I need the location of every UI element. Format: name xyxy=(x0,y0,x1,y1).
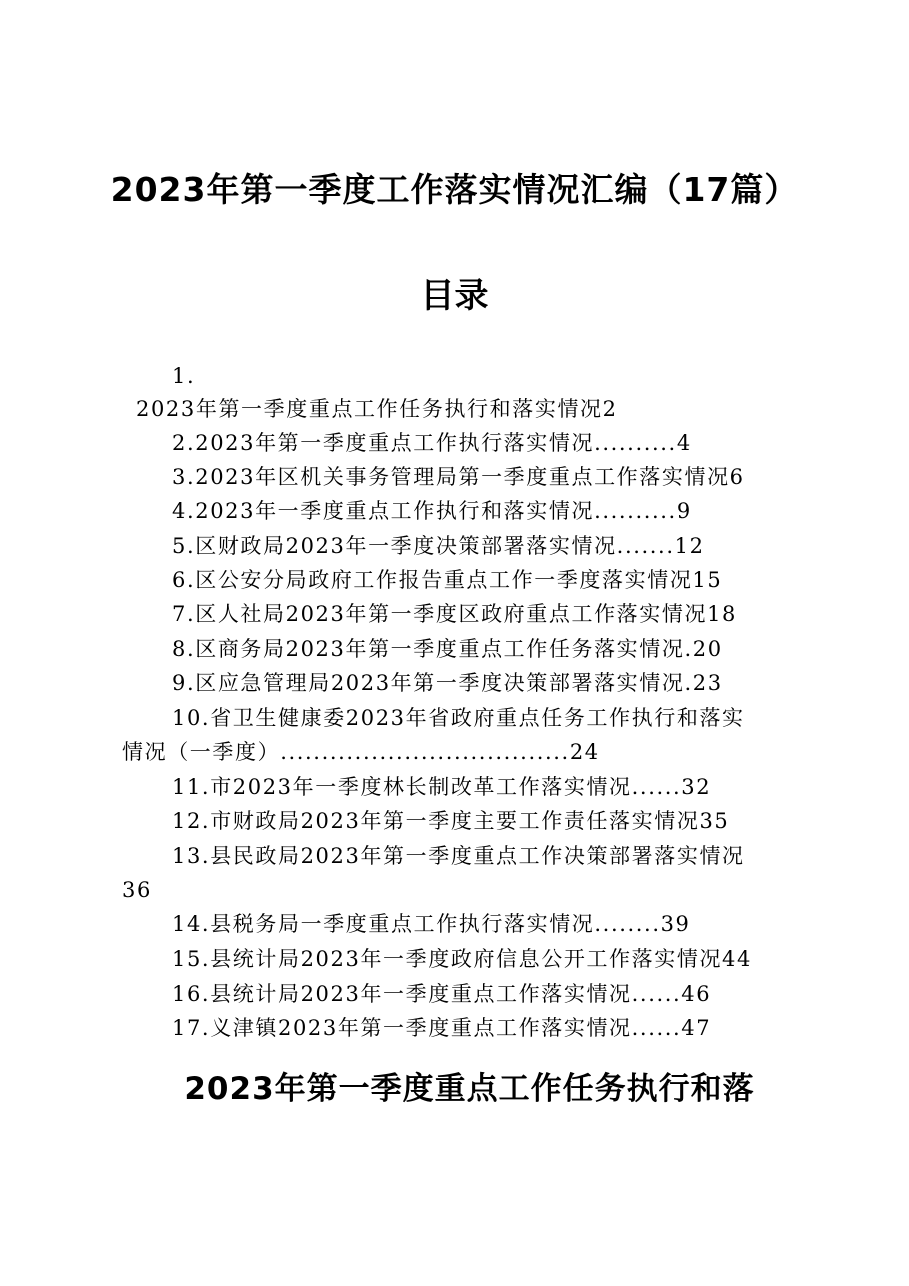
toc-entry-8[interactable]: 8.区商务局2023年第一季度重点工作任务落实情况.20 xyxy=(172,637,723,661)
toc-entry-10-continued[interactable]: 情况（一季度）...................................24 xyxy=(122,740,600,764)
toc-entry-16[interactable]: 16.县统计局2023年一季度重点工作落实情况......46 xyxy=(172,982,712,1006)
toc-entry-1-number[interactable]: 1. xyxy=(172,364,196,388)
toc-entry-4[interactable]: 4.2023年一季度重点工作执行和落实情况..........9 xyxy=(172,499,692,523)
toc-entry-2[interactable]: 2.2023年第一季度重点工作执行落实情况..........4 xyxy=(172,431,692,455)
toc-entry-3[interactable]: 3.2023年区机关事务管理局第一季度重点工作落实情况6 xyxy=(172,465,745,489)
toc-entry-7[interactable]: 7.区人社局2023年第一季度区政府重点工作落实情况18 xyxy=(172,602,737,626)
document-title: 2023年第一季度工作落实情况汇编（17篇） xyxy=(110,170,799,209)
toc-entry-6[interactable]: 6.区公安分局政府工作报告重点工作一季度落实情况15 xyxy=(172,568,723,592)
toc-entry-13[interactable]: 13.县民政局2023年第一季度重点工作决策部署落实情况 xyxy=(172,844,745,868)
toc-entry-9[interactable]: 9.区应急管理局2023年第一季度决策部署落实情况.23 xyxy=(172,671,723,695)
toc-entry-5[interactable]: 5.区财政局2023年一季度决策部署落实情况.......12 xyxy=(172,534,705,558)
toc-entry-12[interactable]: 12.市财政局2023年第一季度主要工作责任落实情况35 xyxy=(172,809,730,833)
section-title: 2023年第一季度重点工作任务执行和落 xyxy=(184,1071,755,1107)
toc-entry-17[interactable]: 17.义津镇2023年第一季度重点工作落实情况......47 xyxy=(172,1016,712,1040)
toc-entry-10[interactable]: 10.省卫生健康委2023年省政府重点任务工作执行和落实 xyxy=(172,706,745,730)
toc-entry-11[interactable]: 11.市2023年一季度林长制改革工作落实情况......32 xyxy=(172,775,712,799)
toc-entry-1[interactable]: 2023年第一季度重点工作任务执行和落实情况2 xyxy=(136,397,618,421)
toc-entry-15[interactable]: 15.县统计局2023年一季度政府信息公开工作落实情况44 xyxy=(172,947,752,971)
toc-entry-14[interactable]: 14.县税务局一季度重点工作执行落实情况........39 xyxy=(172,912,691,936)
toc-heading: 目录 xyxy=(420,276,489,316)
toc-entry-13-continued[interactable]: 36 xyxy=(122,878,152,902)
